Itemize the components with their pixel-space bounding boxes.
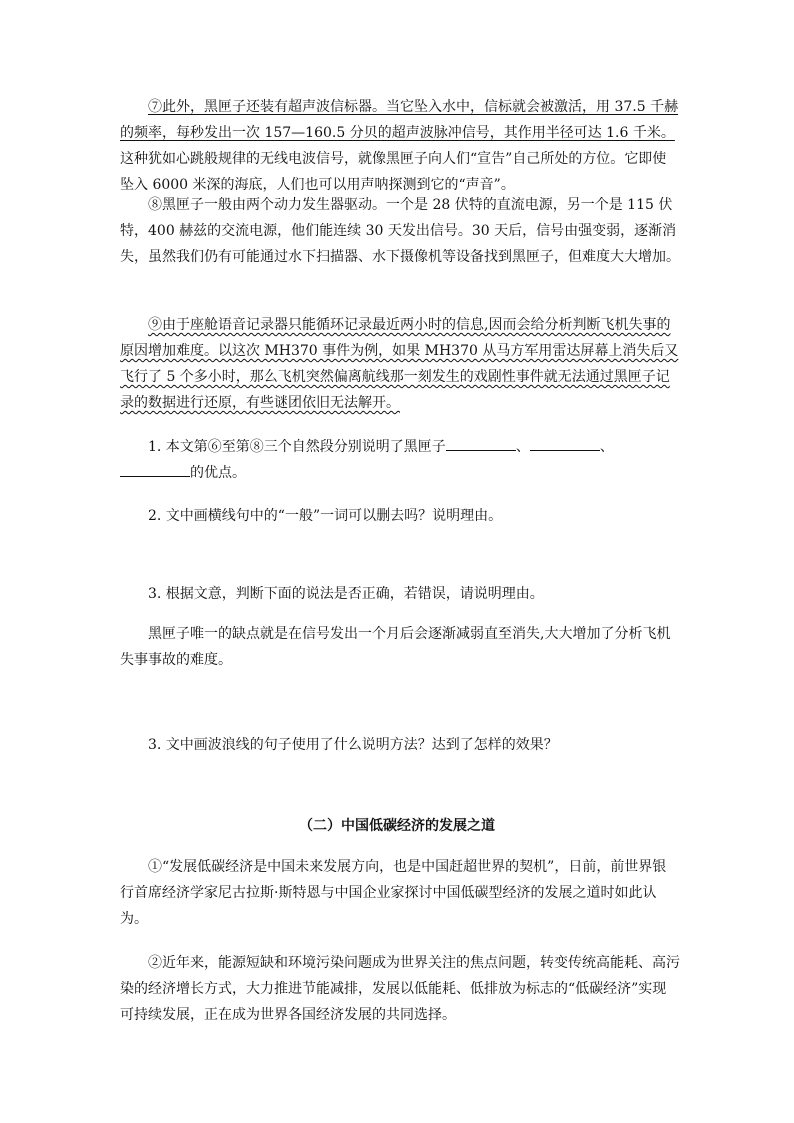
question-1-suffix: 的优点。	[190, 465, 246, 481]
paragraph-8-start: ⑧黑匣子	[148, 197, 204, 213]
paragraph-9	[120, 312, 680, 416]
wavy-underlined-sentence: ⑨由于座舱语音记录器只能循环记录最近两小时的信息,因而会给分析判断飞机失事的原因增加难度。以这次 MH370 事件为例，如果 MH370 从马方军用雷达屏幕上消失后又飞行了 5 个多小时，那么飞机突然偏离航线那一刻发生的戏剧性事件就无法通过黑匣子记录的数据进行还原，有些谜团依旧无法解开。	[120, 317, 679, 411]
paragraph-8-keyword: 一般	[204, 197, 232, 213]
separator: 、	[515, 439, 530, 455]
paragraph-7-middle: 这种犹如心跳般规律的无线电波信号，就像黑匣子向人们“宣告”自己所处的方位。	[120, 151, 625, 167]
paragraph-8	[120, 192, 680, 270]
question-2: 2. 文中画横线句中的“一般”一词可以删去吗？说明理由。	[148, 508, 503, 524]
underlined-sentence: ⑦此外，黑匣子还装有超声波信标器。当它坠入水中，信标就会被激活，用 37.5 千赫的频率，每秒发出一次 157—160.5 分贝的超声波脉冲信号，其作用半径可达 1.6 千米。	[120, 99, 679, 141]
paragraph-8-rest: 由两个动力发生器驱动。一个是 28 伏特的直流电源，另一个是 115 伏特，400 赫兹的交流电源，他们能连续 30 天发出信号。30 天后，信号由强变弱，逐渐消失，虽然我们仍有可能通过水下扫描器、水下摄像机等设备找到黑匣子，但难度大大增加。	[120, 197, 680, 265]
section-paragraph-2: ②近年来，能源短缺和环境污染问题成为世界关注的焦点问题，转变传统高能耗、高污染的经济增长方式，大力推进节能减排，发展以低能耗、低排放为标志的“低碳经济”实现可持续发展，正在成为世界各国经济发展的共同选择。	[120, 955, 680, 1023]
answer-blank-1[interactable]	[446, 436, 516, 451]
section-title: （二）中国低碳经济的发展之道	[299, 818, 495, 834]
question-3-statement: 黑匣子唯一的缺点就是在信号发出一个月后会逐渐减弱直至消失,大大增加了分析飞机失事事故的难度。	[120, 626, 671, 668]
answer-blank-2[interactable]	[530, 436, 600, 451]
question-3: 3. 根据文意，判断下面的说法是否正确，若错误，请说明理由。	[148, 586, 544, 602]
paragraph-7-end: 它即使坠入 6000 米深的海底，人们也可以用声呐探测到它的“声音”。	[120, 151, 667, 193]
question-1	[120, 434, 680, 486]
answer-blank-3[interactable]	[120, 462, 190, 477]
section-paragraph-1: ①“发展低碳经济是中国未来发展方向，也是中国赶超世界的契机”，日前，前世界银行首席经济学家尼古拉斯·斯特恩与中国企业家探讨中国低碳型经济的发展之道时如此认为。	[120, 859, 667, 927]
separator: 、	[599, 439, 614, 455]
paragraph-7	[120, 94, 680, 198]
question-4: 3. 文中画波浪线的句子使用了什么说明方法？达到了怎样的效果？	[148, 737, 558, 753]
question-1-prefix: 1. 本文第⑥至第⑧三个自然段分别说明了黑匣子	[148, 439, 446, 455]
